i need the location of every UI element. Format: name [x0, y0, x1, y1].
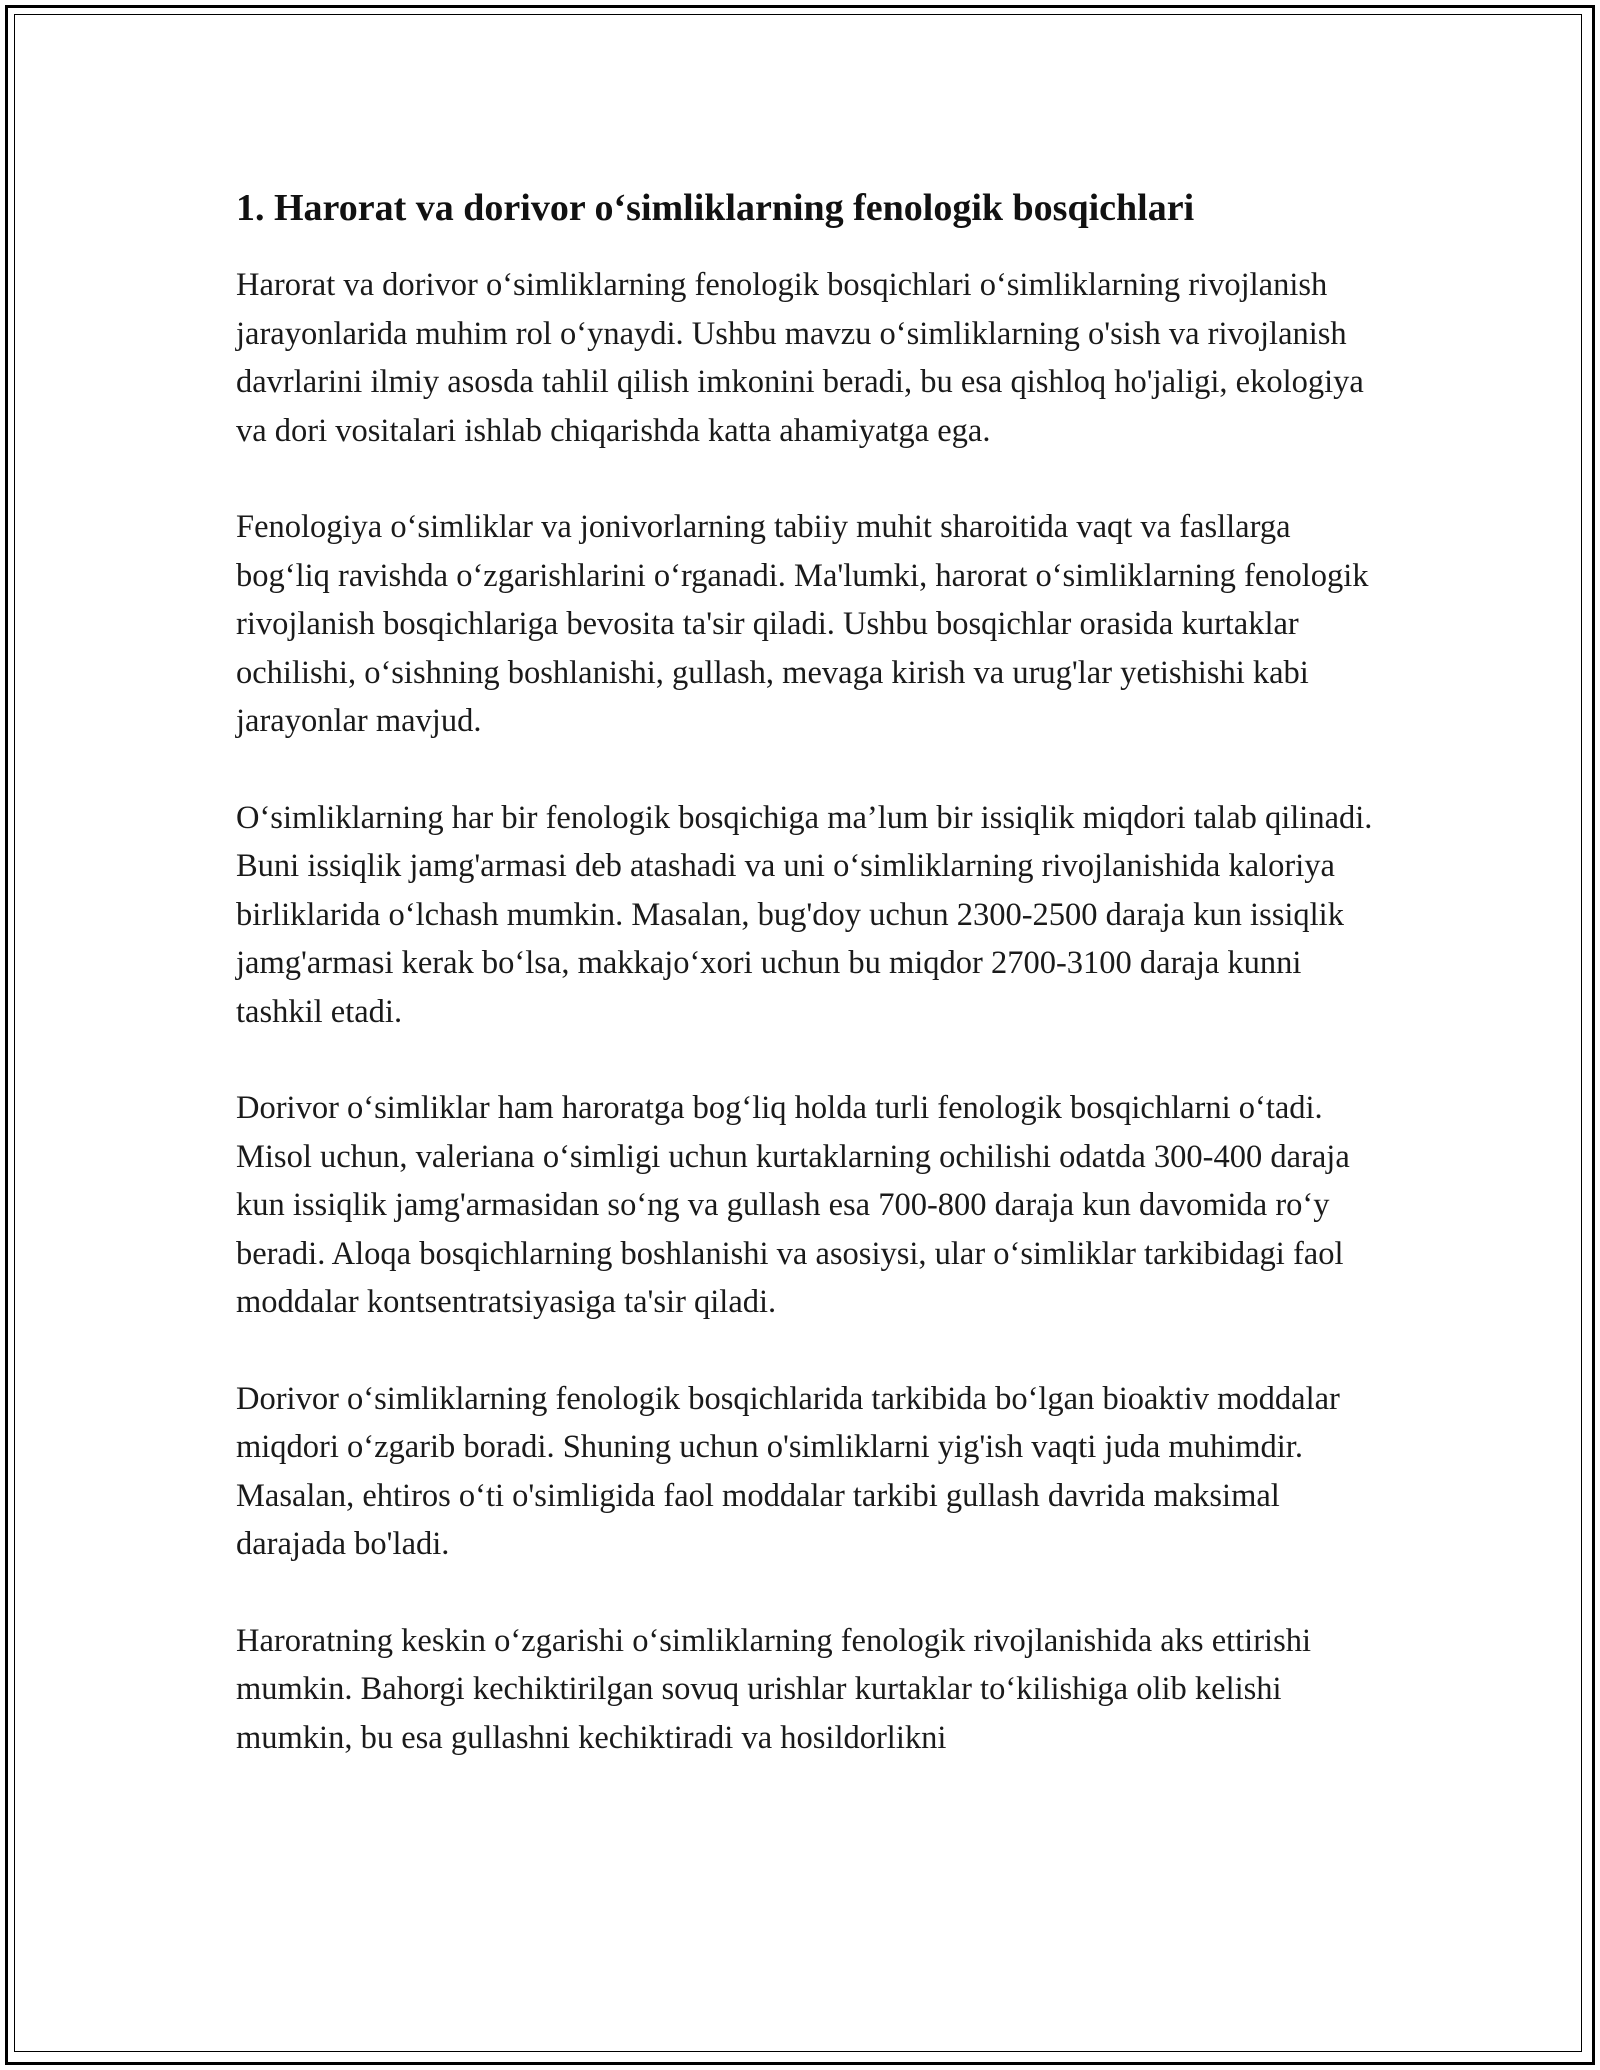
page-title: 1. Harorat va dorivor o‘simliklarning fenologik bosqichlari — [236, 187, 1195, 229]
paragraph-3: O‘simliklarning har bir fenologik bosqichiga ma’lum bir issiqlik miqdori talab qilinadi. Buni issiqlik jamg'armasi deb atashadi va uni o‘simliklarning rivojlanishida kaloriya birliklarida o‘lchash mumkin. Masalan, bug'doy uchun 2300-2500 daraja kun issiqlik jamg'armasi kerak bo‘lsa, makkajo‘xori uchun bu miqdor 2700-3100 daraja kunni tashkil etadi. — [236, 799, 1373, 1030]
document-body — [236, 184, 1376, 1810]
paragraph-4: Dorivor o‘simliklar ham haroratga bog‘liq holda turli fenologik bosqichlarni o‘tadi. Misol uchun, valeriana o‘simligi uchun kurtaklarning ochilishi odatda 300-400 daraja kun issiqlik jamg'armasidan so‘ng va gullash esa 700-800 daraja kun davomida ro‘y beradi. Aloqa bosqichlarning boshlanishi va asosiysi, ular o‘simliklar tarkibidagi faol moddalar kontsentratsiyasiga ta'sir qiladi. — [236, 1090, 1350, 1321]
paragraph-5: Dorivor o‘simliklarning fenologik bosqichlarida tarkibida bo‘lgan bioaktiv moddalar miqdori o‘zgarib boradi. Shuning uchun o'simliklarni yig'ish vaqti juda muhimdir. Masalan, ehtiros o‘ti o'simligida faol moddalar tarkibi gullash davrida maksimal darajada bo'ladi. — [236, 1380, 1340, 1563]
paragraph-1: Harorat va dorivor o‘simliklarning fenologik bosqichlari o‘simliklarning rivojlanish jarayonlarida muhim rol o‘ynaydi. Ushbu mavzu o‘simliklarning o'sish va rivojlanish davrlarini ilmiy asosda tahlil qilish imkonini beradi, bu esa qishloq ho'jaligi, ekologiya va dori vositalari ishlab chiqarishda katta ahamiyatga ega. — [236, 267, 1364, 449]
paragraph-2: Fenologiya o‘simliklar va jonivorlarning tabiiy muhit sharoitida vaqt va fasllarga bog‘liq ravishda o‘zgarishlarini o‘rganadi. Ma'lumki, harorat o‘simliklarning fenologik rivojlanish bosqichlariga bevosita ta'sir qiladi. Ushbu bosqichlar orasida kurtaklar ochilishi, o‘sishning boshlanishi, gullash, mevaga kirish va urug'lar yetishishi kabi jarayonlar mavjud. — [236, 509, 1369, 740]
paragraph-6: Haroratning keskin o‘zgarishi o‘simliklarning fenologik rivojlanishida aks ettirishi mumkin. Bahorgi kechiktirilgan sovuq urishlar kurtaklar to‘kilishiga olib kelishi mumkin, bu esa gullashni kechiktiradi va hosildorlikni — [236, 1622, 1311, 1756]
